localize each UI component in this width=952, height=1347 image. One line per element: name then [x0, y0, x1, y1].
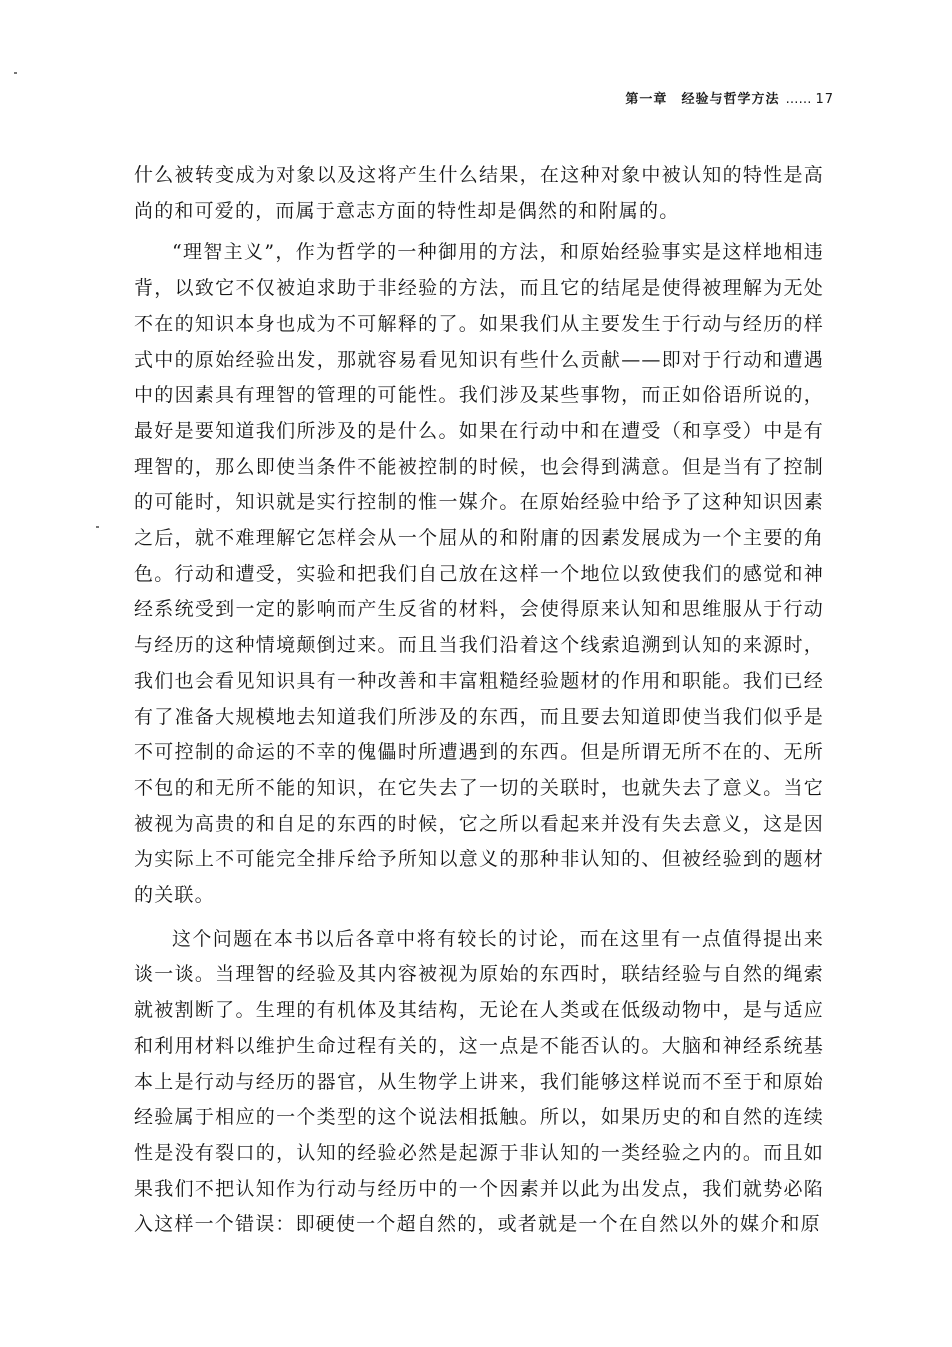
paragraph-3: 这个问题在本书以后各章中将有较长的讨论，而在这里有一点值得提出来谈一谈。当理智的经验及其内容被视为原始的东西时，联结经验与自然的绳索就被割断了。生理的有机体及其结构，无论在人类或在低级动物中，是与适应和利用材料以维护生命过程有关的，这一点是不能否认的。大脑和神经系统基本上是行动与经历的器官，从生物学上讲来，我们能够这样说而不至于和原始经验属于相应的一个类型的这个说法相抵触。所以，如果历史的和自然的连续性是没有裂口的，认知的经验必然是起源于非认知的一类经验之内的。而且如果我们不把认知作为行动与经历中的一个因素并以此为出发点，我们就势必陷入这样一个错误：即硬使一个超自然的，或者就是一个在自然以外的媒介和原 — [134, 927, 824, 1236]
paragraph-2: “理智主义”，作为哲学的一种御用的方法，和原始经验事实是这样地相违背，以致它不仅被迫求助于非经验的方法，而且它的结尾是使得被理解为无处不在的知识本身也成为不可解释的了。如果我们从主要发生于行动与经历的样式中的原始经验出发，那就容易看见知识有些什么贡献——即对于行动和遭遇中的因素具有理智的管理的可能性。我们涉及某些事物，而正如俗语所说的，最好是要知道我们所涉及的是什么。如果在行动中和在遭受（和享受）中是有理智的，那么即使当条件不能被控制的时候，也会得到满意。但是当有了控制的可能时，知识就是实行控制的惟一媒介。在原始经验中给予了这种知识因素之后，就不难理解它怎样会从一个屈从的和附庸的因素发展成为一个主要的角色。行动和遭受，实验和把我们自己放在这样一个地位以致使我们的感觉和神经系统受到一定的影响而产生反省的材料，会使得原来认知和思维服从于行动与经历的这种情境颠倒过来。而且当我们沿着这个线索追溯到认知的来源时，我们也会看见知识具有一种改善和丰富粗糙经验题材的作用和职能。我们已经有了准备大规模地去知道我们所涉及的东西，而且要去知道即使当我们似乎是不可控制的命运的不幸的傀儡时所遭遇到的东西。但是所谓无所不在的、无所不包的和无所不能的知识，在它失去了一切的关联时，也就失去了意义。当它被视为高贵的和自足的东西的时候，它之所以看起来并没有失去意义，这是因为实际上不可能完全排斥给予所知以意义的那种非认知的、但被经验到的题材的关联。 — [134, 241, 824, 907]
margin-mark-middle — [96, 526, 99, 528]
page-number: 17 — [815, 92, 834, 107]
chapter-title: 经验与哲学方法 — [681, 92, 780, 107]
paragraph-1: 什么被转变成为对象以及这将产生什么结果，在这种对象中被认知的特性是高尚的和可爱的，而属于意志方面的特性却是偶然的和附属的。 — [134, 164, 824, 222]
body-text — [134, 158, 824, 1243]
chapter-label: 第一章 — [625, 92, 668, 107]
header-leader-dots: …… — [785, 92, 812, 107]
margin-mark-top — [14, 72, 17, 74]
running-header — [625, 88, 834, 107]
